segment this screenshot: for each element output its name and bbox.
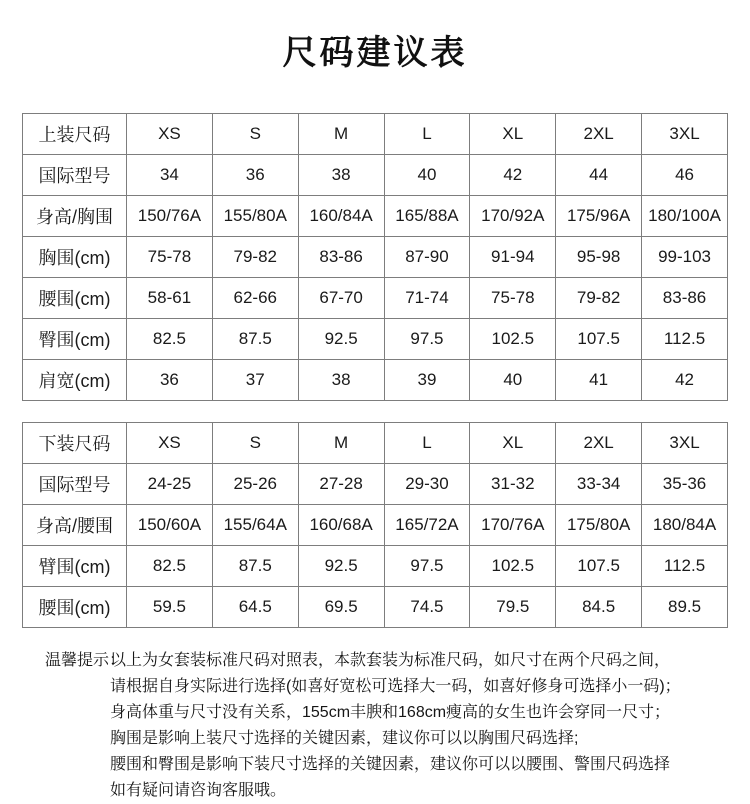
table-row [23, 319, 728, 360]
notes-label: 温馨提示： [45, 652, 126, 669]
notes-text: 以上为女套装标准尺码对照表，本款套装为标准尺码，如尺寸在两个尺码之间， [110, 652, 671, 669]
value-cell: 59.5 [127, 587, 213, 628]
value-cell: 3XL [642, 423, 728, 464]
table-row [23, 114, 728, 155]
table-row [23, 360, 728, 401]
value-cell: 107.5 [556, 546, 642, 587]
row-label-cell: 身高/腰围 [23, 505, 127, 546]
table-row [23, 505, 728, 546]
value-cell: 82.5 [127, 546, 213, 587]
value-cell: XL [470, 423, 556, 464]
row-label-cell: 臂围(cm) [23, 546, 127, 587]
value-cell: 155/80A [212, 196, 298, 237]
table-row [23, 423, 728, 464]
row-label-cell: 下装尺码 [23, 423, 127, 464]
value-cell: 160/68A [298, 505, 384, 546]
value-cell: 87-90 [384, 237, 470, 278]
value-cell: XS [127, 114, 213, 155]
value-cell: 95-98 [556, 237, 642, 278]
value-cell: 79.5 [470, 587, 556, 628]
value-cell: 42 [470, 155, 556, 196]
value-cell: 29-30 [384, 464, 470, 505]
value-cell: 46 [642, 155, 728, 196]
table-row [23, 464, 728, 505]
value-cell: 91-94 [470, 237, 556, 278]
value-cell: 89.5 [642, 587, 728, 628]
value-cell: S [212, 114, 298, 155]
value-cell: 83-86 [642, 278, 728, 319]
row-label-cell: 身高/胸围 [23, 196, 127, 237]
row-label-cell: 肩宽(cm) [23, 360, 127, 401]
value-cell: 92.5 [298, 546, 384, 587]
value-cell: 75-78 [470, 278, 556, 319]
value-cell: S [212, 423, 298, 464]
value-cell: L [384, 114, 470, 155]
value-cell: 62-66 [212, 278, 298, 319]
value-cell: XL [470, 114, 556, 155]
value-cell: 180/100A [642, 196, 728, 237]
value-cell: 170/92A [470, 196, 556, 237]
value-cell: 79-82 [556, 278, 642, 319]
value-cell: 97.5 [384, 319, 470, 360]
value-cell: 35-36 [642, 464, 728, 505]
value-cell: L [384, 423, 470, 464]
value-cell: XS [127, 423, 213, 464]
value-cell: 24-25 [127, 464, 213, 505]
notes-line: 请根据自身实际进行选择(如喜好宽松可选择大一码，如喜好修身可选择小一码)； [110, 678, 681, 695]
value-cell: 99-103 [642, 237, 728, 278]
notes-line: 如有疑问请咨询客服哦。 [110, 782, 287, 799]
value-cell: 175/96A [556, 196, 642, 237]
value-cell: 102.5 [470, 546, 556, 587]
value-cell: 155/64A [212, 505, 298, 546]
value-cell: 36 [127, 360, 213, 401]
page-title: 尺码建议表 [282, 34, 468, 72]
row-label-cell: 胸围(cm) [23, 237, 127, 278]
value-cell: M [298, 114, 384, 155]
notes-line: 胸围是影响上装尺寸选择的关键因素，建议你可以以胸围尺码选择; [110, 730, 579, 747]
value-cell: 180/84A [642, 505, 728, 546]
value-cell: 97.5 [384, 546, 470, 587]
value-cell: 67-70 [298, 278, 384, 319]
value-cell: 44 [556, 155, 642, 196]
table-row [23, 237, 728, 278]
row-label-cell: 国际型号 [23, 155, 127, 196]
value-cell: 112.5 [642, 319, 728, 360]
notes-section [45, 648, 728, 804]
tops-size-table [22, 113, 728, 401]
value-cell: 31-32 [470, 464, 556, 505]
value-cell: 150/76A [127, 196, 213, 237]
row-label-cell: 国际型号 [23, 464, 127, 505]
value-cell: 112.5 [642, 546, 728, 587]
value-cell: 38 [298, 155, 384, 196]
bottoms-size-table [22, 422, 728, 628]
value-cell: 165/72A [384, 505, 470, 546]
value-cell: 165/88A [384, 196, 470, 237]
value-cell: 107.5 [556, 319, 642, 360]
value-cell: 58-61 [127, 278, 213, 319]
value-cell: 3XL [642, 114, 728, 155]
table-row [23, 196, 728, 237]
value-cell: 42 [642, 360, 728, 401]
value-cell: 69.5 [298, 587, 384, 628]
value-cell: 74.5 [384, 587, 470, 628]
value-cell: 25-26 [212, 464, 298, 505]
value-cell: 36 [212, 155, 298, 196]
row-label-cell: 腰围(cm) [23, 587, 127, 628]
value-cell: 40 [470, 360, 556, 401]
value-cell: 33-34 [556, 464, 642, 505]
value-cell: 160/84A [298, 196, 384, 237]
value-cell: 27-28 [298, 464, 384, 505]
value-cell: M [298, 423, 384, 464]
value-cell: 71-74 [384, 278, 470, 319]
table-row [23, 155, 728, 196]
value-cell: 2XL [556, 423, 642, 464]
table-row [23, 546, 728, 587]
value-cell: 170/76A [470, 505, 556, 546]
value-cell: 40 [384, 155, 470, 196]
value-cell: 150/60A [127, 505, 213, 546]
value-cell: 87.5 [212, 319, 298, 360]
row-label-cell: 臀围(cm) [23, 319, 127, 360]
value-cell: 37 [212, 360, 298, 401]
value-cell: 83-86 [298, 237, 384, 278]
value-cell: 92.5 [298, 319, 384, 360]
value-cell: 75-78 [127, 237, 213, 278]
value-cell: 41 [556, 360, 642, 401]
value-cell: 2XL [556, 114, 642, 155]
value-cell: 38 [298, 360, 384, 401]
table-row [23, 587, 728, 628]
notes-line [45, 648, 728, 674]
value-cell: 64.5 [212, 587, 298, 628]
notes-line: 身高体重与尺寸没有关系，155cm丰腴和168cm瘦高的女生也许会穿同一尺寸； [110, 704, 671, 721]
value-cell: 102.5 [470, 319, 556, 360]
value-cell: 82.5 [127, 319, 213, 360]
row-label-cell: 上装尺码 [23, 114, 127, 155]
value-cell: 39 [384, 360, 470, 401]
row-label-cell: 腰围(cm) [23, 278, 127, 319]
value-cell: 84.5 [556, 587, 642, 628]
value-cell: 87.5 [212, 546, 298, 587]
value-cell: 79-82 [212, 237, 298, 278]
value-cell: 34 [127, 155, 213, 196]
table-row [23, 278, 728, 319]
value-cell: 175/80A [556, 505, 642, 546]
notes-line: 腰围和臀围是影响下装尺寸选择的关键因素，建议你可以以腰围、警围尺码选择 [110, 756, 671, 773]
